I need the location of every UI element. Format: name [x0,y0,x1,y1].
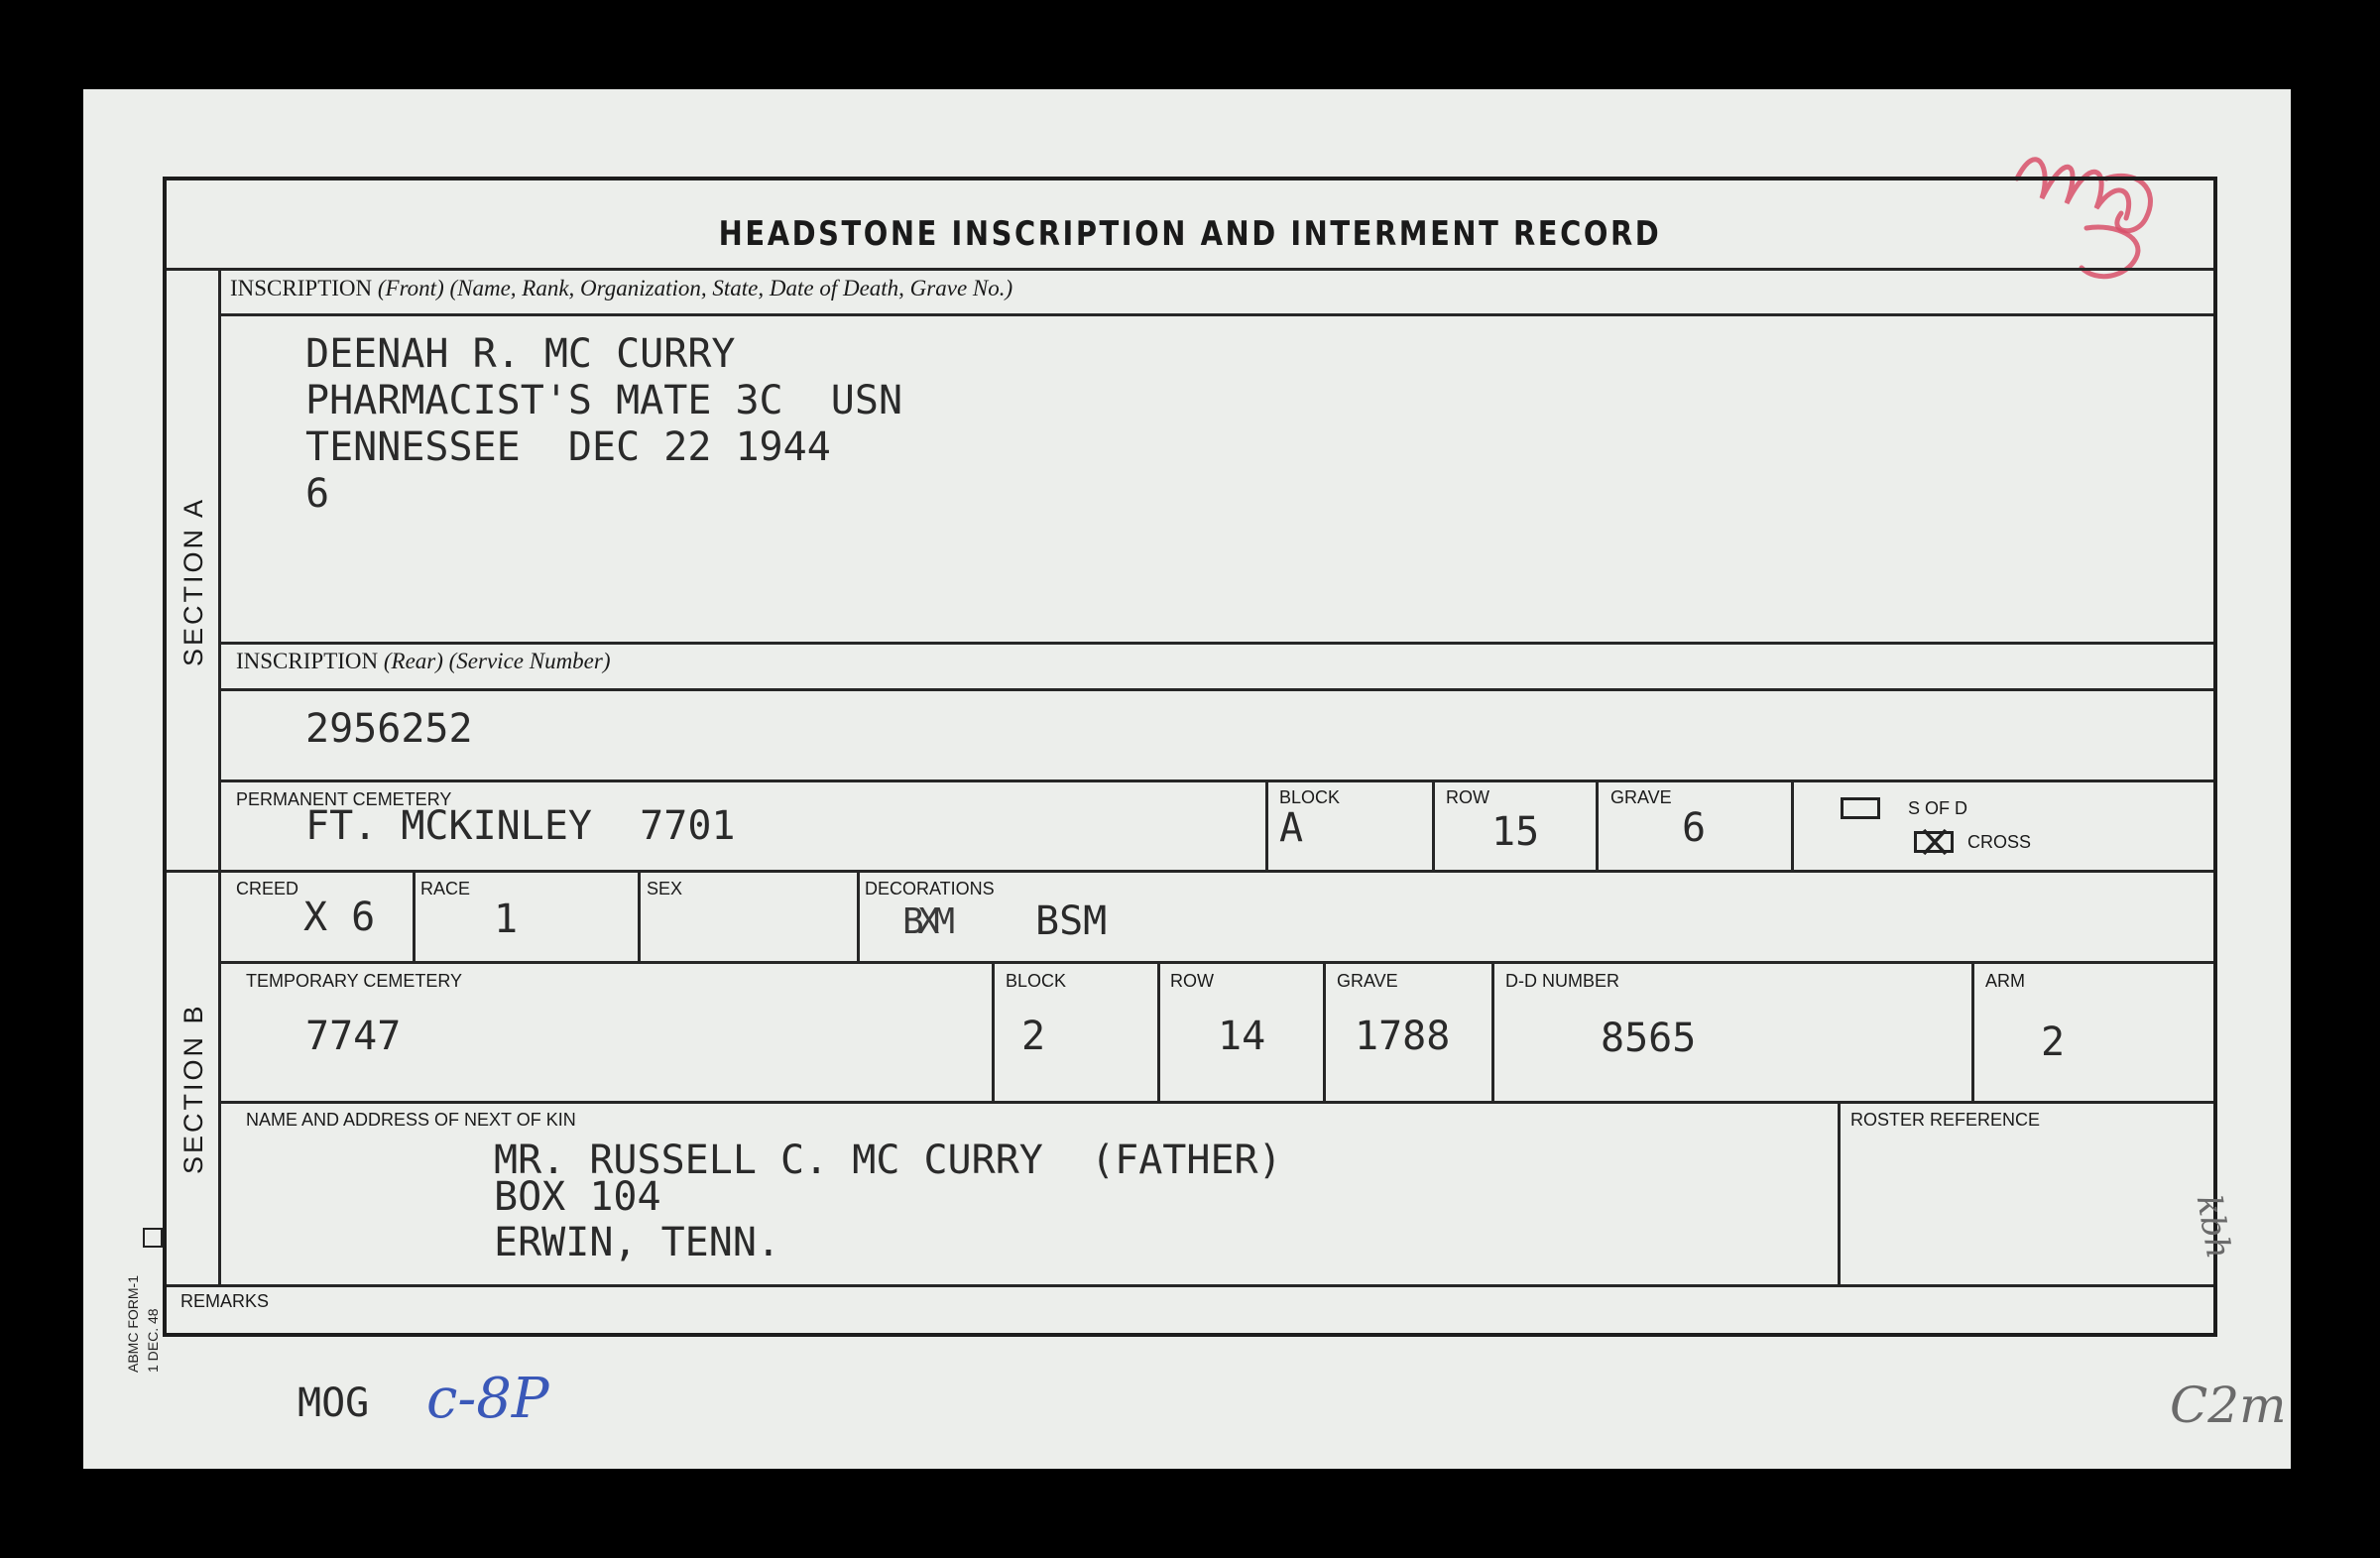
record-card [83,89,2291,1469]
permanent-block-label: BLOCK [1279,787,1341,807]
next-of-kin-line-1: MR. RUSSELL C. MC CURRY (FATHER) [494,1138,1282,1183]
arm-label: ARM [1985,971,2025,991]
temporary-row-label: ROW [1170,971,1214,991]
permanent-row-value: 15 [1491,809,1540,855]
inscription-front-line-1: DEENAH R. MC CURRY [305,331,736,377]
permanent-block-value: A [1279,805,1304,851]
form-code-box [143,1228,163,1248]
cross-checkbox[interactable] [1914,831,1954,853]
rule-kin-top [218,1101,2213,1104]
form-code-line-1: ABMC FORM-1 [125,1275,141,1373]
temporary-cemetery-value: 7747 [305,1014,402,1059]
cross-label: CROSS [1967,832,2032,852]
sex-label: SEX [647,879,683,899]
next-of-kin-label: NAME AND ADDRESS OF NEXT OF KIN [246,1110,576,1130]
section-a-label: SECTION A [178,496,208,666]
rule-front-label [218,313,2213,316]
form-title: HEADSTONE INSCRIPTION AND INTERMENT RECORD [718,214,1662,254]
race-label: RACE [420,879,471,899]
footer-handwritten-gray: C2m [2170,1377,2287,1434]
dd-number-label: D-D NUMBER [1505,971,1619,991]
temporary-block-value: 2 [1021,1014,1046,1059]
creed-value: X 6 [303,895,376,940]
next-of-kin-line-3: ERWIN, TENN. [494,1220,780,1265]
rule-section-b-top [167,870,2213,873]
footer-stamp: MOG [298,1380,370,1426]
form-code-line-2: 1 DEC. 48 [145,1308,161,1373]
arm-value: 2 [2041,1019,2066,1065]
creed-label: CREED [236,879,299,899]
permanent-grave-value: 6 [1682,805,1707,851]
remarks-label: REMARKS [180,1291,270,1311]
temporary-cemetery-label: TEMPORARY CEMETERY [246,971,463,991]
inscription-rear-label: INSCRIPTION (Rear) (Service Number) [236,649,611,673]
roster-reference-label: ROSTER REFERENCE [1850,1110,2041,1130]
rule-permanent-top [218,779,2213,782]
permanent-cemetery-label: PERMANENT CEMETERY [236,789,452,809]
inscription-front-label: INSCRIPTION (Front) (Name, Rank, Organization, State, Date of Death, Grave No.) [230,276,1013,300]
rule-title-bottom [167,268,2213,271]
section-b-label: SECTION B [178,1003,208,1174]
inscription-front-line-4: 6 [305,471,330,517]
form-frame [163,177,2217,1337]
temporary-grave-label: GRAVE [1337,971,1398,991]
temporary-row-value: 14 [1218,1014,1266,1059]
permanent-row-label: ROW [1446,787,1489,807]
permanent-cemetery-value: FT. MCKINLEY 7701 [305,803,736,849]
rule-rear-top [218,642,2213,645]
cross-check-mark [1918,827,1952,857]
margin-note: kbh [2188,1192,2239,1262]
rule-rear-label [218,688,2213,691]
decorations-label: DECORATIONS [865,879,995,899]
dd-number-value: 8565 [1601,1016,1697,1061]
next-of-kin-line-2: BOX 104 [494,1174,661,1220]
permanent-grave-label: GRAVE [1610,787,1672,807]
s-of-d-label: S OF D [1908,798,1968,818]
inscription-front-line-2: PHARMACIST'S MATE 3C USN [305,378,903,423]
temporary-block-label: BLOCK [1006,971,1067,991]
inscription-front-line-3: TENNESSEE DEC 22 1944 [305,424,831,470]
decorations-value: BSM [1035,899,1108,944]
race-value: 1 [494,897,519,942]
rule-temp-top [218,961,2213,964]
s-of-d-checkbox[interactable] [1841,797,1880,819]
rule-section-column [218,268,221,1284]
service-number: 2956252 [305,706,473,752]
decorations-struck-value: BXM [902,901,950,942]
temporary-grave-value: 1788 [1355,1014,1451,1059]
footer-handwritten-blue: c-8P [426,1367,549,1431]
rule-remarks-top [167,1284,2213,1287]
